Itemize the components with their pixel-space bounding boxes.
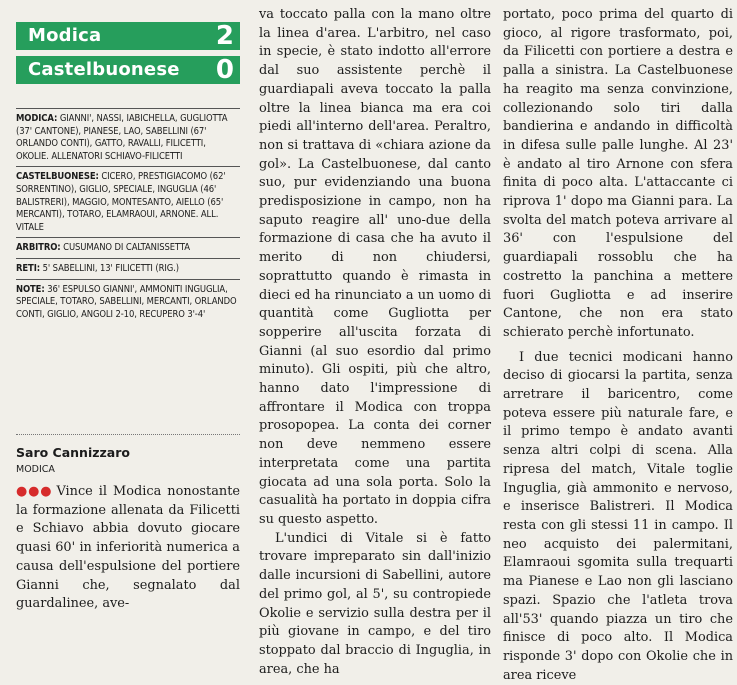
- notes-line: [16, 279, 240, 325]
- article-paragraph: L'undici di Vitale si è fatto trovare impreparato sin dall'inizio dalle incursioni di Sabellini, autore del primo gol, al 5', su contropiede Okolie e servizio sulla destra per il più giovane in campo, e del tiro stoppato dal braccio di Inguglia, in area, che ha: [259, 530, 491, 677]
- referee-line: [16, 237, 240, 258]
- dateline-place: MODICA: [16, 464, 55, 475]
- match-info-column: [16, 21, 240, 612]
- article-paragraph: [16, 483, 240, 614]
- article-column-2: [259, 6, 491, 679]
- castelbuonese-players: CICERO, PRESTIGIACOMO (62' SORRENTINO), GIGLIO, SPECIALE, INGUGLIA (46' BALISTRERI), MAGGIO, MONTESANTO, AIELLO (65' MERCANTI), TOTARO, ELAMRAOUI, ARNONE. ALL. VITALE: [16, 171, 226, 233]
- article-start: [16, 434, 240, 614]
- referee-label: ARBITRO:: [16, 242, 61, 254]
- away-score-bar: [16, 56, 240, 84]
- castelbuonese-label: CASTELBUONESE:: [16, 171, 99, 183]
- lead-marker: ●●●: [16, 484, 53, 499]
- article-paragraph: I due tecnici modicani hanno deciso di giocarsi la partita, senza arretrare il baricentro, come poteva essere più naturale fare, e il primo tempo è andato avanti senza altri colpi di scena. Alla ripresa del match, Vitale toglie Inguglia, già ammonito e nervoso, e inserisce Balistreri. Il Modica resta con gli stessi 11 in campo. Il neo acquisto dei palermitani, Elamraoui sgomita sulla trequarti ma Pianese e Lao non gli lasciano spazi. Spazio che l'atleta trova all'53' quando piazza un tiro che finisce di poco alto. Il Modica risponde 3' dopo con Okolie che in area riceve: [503, 349, 733, 683]
- referee-name: CUSUMANO DI CALTANISSETTA: [63, 242, 190, 254]
- author-divider: [16, 434, 240, 435]
- home-team-name: Modica: [28, 25, 102, 46]
- away-team-name: Castelbuonese: [28, 59, 180, 80]
- author-name: Saro Cannizzaro: [16, 445, 130, 460]
- home-score-bar: [16, 22, 240, 50]
- match-details: [16, 108, 240, 324]
- notes-label: NOTE:: [16, 283, 45, 295]
- away-team-score: 0: [215, 55, 234, 85]
- goals-line: [16, 258, 240, 279]
- modica-lineup: [16, 108, 240, 166]
- article-paragraph: portato, poco prima del quarto di gioco, al rigore trasformato, poi, da Filicetti con portiere a destra e palla a sinistra. La Castelbuonese ha reagito ma senza convinzione, collezionando solo tiri dalla bandierina e andando in difficoltà in difesa sulle palle lunghe. Al 23' è andato al tiro Arnone con sfera finita di poco alta. L'attaccante ci riprova 1' dopo ma Gianni para. La svolta del match poteva arrivare al 36' con l'espulsione del guardiapali rossoblu che ha costretto la panchina a mettere fuori Gugliotta e ad inserire Cantone, che non era stato schierato perchè infortunato.: [503, 7, 733, 340]
- modica-players: GIANNI', NASSI, IABICHELLA, GUGLIOTTA (37' CANTONE), PIANESE, LAO, SABELLINI (67' ORLANDO CONTI), GATTO, RAVALLI, FILICETTI, OKOLIE. ALLENATORI SCHIAVO-FILICETTI: [16, 113, 228, 162]
- goals-label: RETI:: [16, 262, 41, 274]
- notes-text: 36' ESPULSO GIANNI', AMMONITI INGUGLIA, SPECIALE, TOTARO, SABELLINI, MERCANTI, ORLANDO CONTI, GIGLIO, ANGOLI 2-10, RECUPERO 3'-4': [16, 283, 237, 320]
- castelbuonese-lineup: [16, 166, 240, 237]
- goals-scorers: 5' SABELLINI, 13' FILICETTI (RIG.): [42, 262, 179, 274]
- home-team-score: 2: [215, 21, 234, 51]
- article-col1-text: Vince il Modica nonostante la formazione allenata da Filicetti e Schiavo abbia dovuto giocare quasi 60' in inferiorità numerica a causa dell'espulsione del portiere Gianni che, segnalato dal guardalinee, ave-: [16, 484, 240, 612]
- article-paragraph: va toccato palla con la mano oltre la linea d'area. L'arbitro, nel caso in specie, è stato indotto all'errore dal suo assistente perchè il guardiapali aveva toccato la palla oltre la linea bianca ma era coi piedi all'interno dell'area. Peraltro, non si trattava di «chiara azione da gol». La Castelbuonese, dal canto suo, pur evidenziando una buona predisposizione in campo, non ha saputo reagire all' uno-due della formazione di casa che ha avuto il merito di non chiudersi, soprattutto quando è rimasta in dieci ed ha rinunciato a un uomo di quantità come Gugliotta per sopperire all'uscita forzata di Gianni (al suo esordio dal primo minuto). Gli ospiti, più che altro, hanno dato l'impressione di affrontare il Modica con troppa prosopopea. La conta dei corner non deve nemmeno essere interpretata come una partita giocata ad una sola porta. Solo la casualità ha portato in doppia cifra su questo aspetto.: [259, 7, 491, 527]
- article-column-3: [503, 6, 733, 685]
- modica-label: MODICA:: [16, 113, 58, 124]
